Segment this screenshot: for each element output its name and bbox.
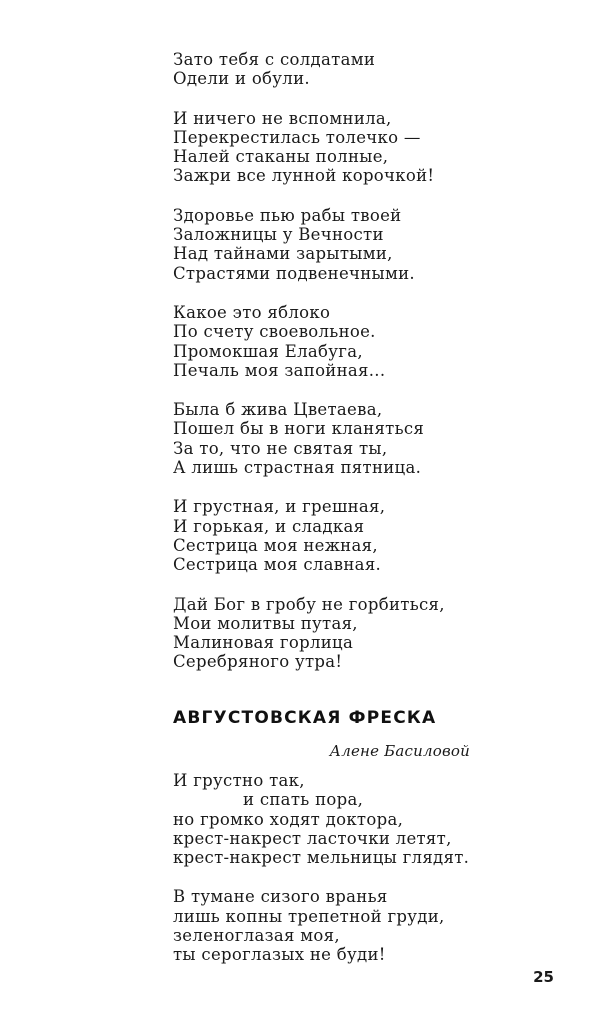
stanza xyxy=(173,887,473,964)
poem-line: Серебряного утра! xyxy=(173,652,343,672)
stanza xyxy=(173,109,473,186)
poem-line: Над тайнами зарытыми, xyxy=(173,244,393,264)
poem-dedication: Алене Басиловой xyxy=(329,742,470,760)
poem-title: АВГУСТОВСКАЯ ФРЕСКА xyxy=(173,708,437,728)
stanza xyxy=(173,206,473,283)
poem-line: Сестрица моя славная. xyxy=(173,555,382,575)
poem-line: Дай Бог в гробу не горбиться, xyxy=(173,594,445,614)
poem-line: И грустная, и грешная, xyxy=(173,497,386,517)
poem-line: Зажри все лунной корочкой! xyxy=(173,166,435,186)
stanza xyxy=(173,400,473,477)
poem-line: И горькая, и сладкая xyxy=(173,516,365,536)
poem-line: Малиновая горлица xyxy=(173,633,354,653)
poem-continued xyxy=(173,50,473,692)
poem-line: лишь копны трепетной груди, xyxy=(173,906,445,926)
poem-line: А лишь страстная пятница. xyxy=(173,458,422,478)
poem-line: И грустно так, xyxy=(173,771,305,790)
poem-line: Мои молитвы путая, xyxy=(173,613,358,633)
poem-line: крест-накрест ласточки летят, xyxy=(173,828,452,848)
poem-line: Пошел бы в ноги кланяться xyxy=(173,419,425,439)
poem-line: Была б жива Цветаева, xyxy=(173,400,383,420)
poem-line: В тумане сизого вранья xyxy=(173,887,388,907)
stanza xyxy=(173,771,473,867)
poem-line: И ничего не вспомнила, xyxy=(173,108,392,128)
poem-line: Сестрица моя нежная, xyxy=(173,535,378,555)
poem-line: ты сероглазых не буди! xyxy=(173,945,386,965)
poem-line: По счету своевольное. xyxy=(173,322,376,342)
poem-line: Какое это яблоко xyxy=(173,302,331,322)
stanza xyxy=(173,303,473,380)
poem-avgustovskaya-freska xyxy=(173,771,473,985)
poem-line: и спать пора, xyxy=(243,790,364,810)
poem-line: крест-накрест мельницы глядят. xyxy=(173,848,470,868)
poem-line: Здоровье пью рабы твоей xyxy=(173,205,402,225)
poem-line: Зато тебя с солдатами xyxy=(173,50,376,69)
stanza xyxy=(173,50,473,89)
stanza xyxy=(173,595,473,672)
poem-line: но громко ходят доктора, xyxy=(173,809,404,829)
poem-line: Печаль моя запойная... xyxy=(173,360,386,380)
poem-line: Промокшая Елабуга, xyxy=(173,341,363,361)
poem-line: Страстями подвенечными. xyxy=(173,263,415,283)
poem-line: Одели и обули. xyxy=(173,69,310,89)
poem-line: Заложницы у Вечности xyxy=(173,225,384,245)
poem-line: Перекрестилась толечко — xyxy=(173,127,421,147)
page-number: 25 xyxy=(533,968,554,986)
poem-line: зеленоглазая моя, xyxy=(173,926,340,946)
poem-line: Налей стаканы полные, xyxy=(173,147,389,167)
poem-line: За то, что не святая ты, xyxy=(173,438,388,458)
stanza xyxy=(173,497,473,574)
